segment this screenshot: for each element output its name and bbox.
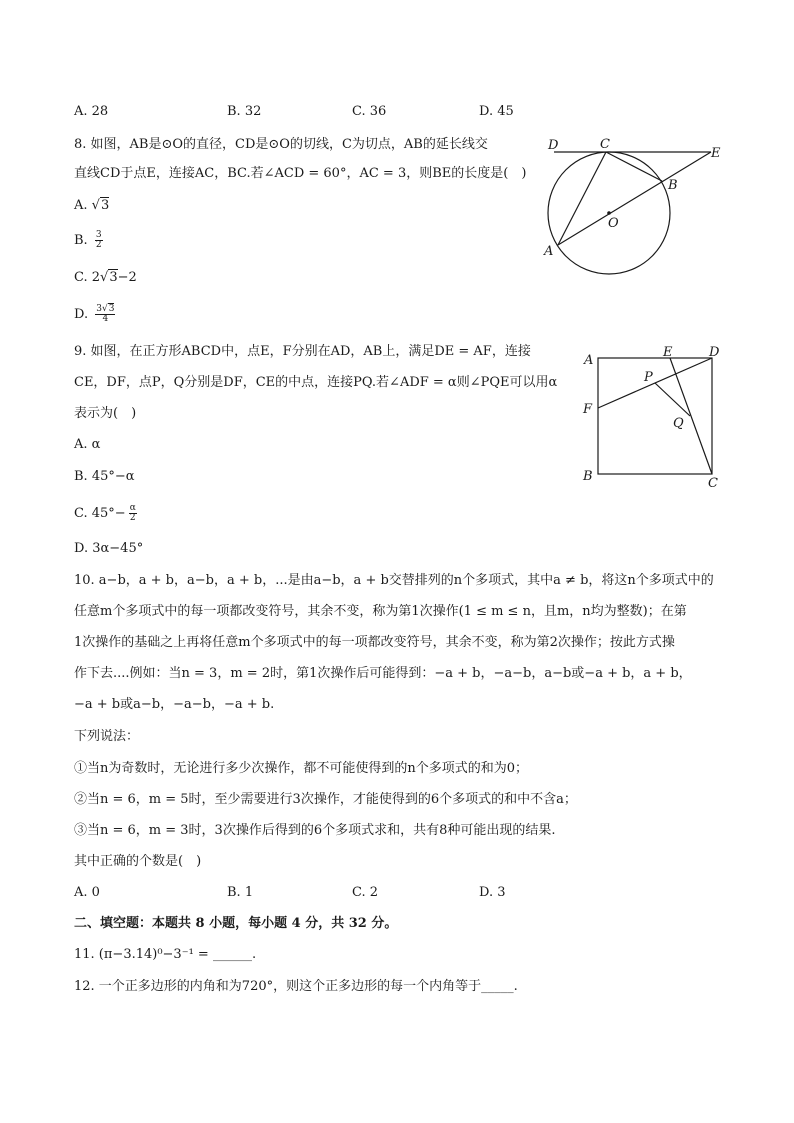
q9-square-figure [578, 342, 728, 492]
q8-option-a: A. √3 [74, 198, 110, 213]
label-c: C [708, 476, 718, 491]
q8-stem-line1: 8. 如图，AB是⊙O的直径，CD是⊙O的切线，C为切点，AB的延长线交 [74, 137, 488, 152]
center-point-o [607, 211, 611, 215]
q7-option-b: B. 32 [227, 104, 262, 119]
q9-stem-line3: 表示为( ) [74, 406, 137, 421]
chord-bc [606, 152, 662, 181]
label-e: E [711, 146, 721, 161]
q8-option-c: C. 2√3−2 [74, 270, 137, 285]
line-ae [558, 152, 711, 245]
label-p: P [644, 370, 653, 385]
label-d: D [548, 138, 559, 153]
q8-option-b: B. $\frac{3}{2}$ [74, 230, 102, 250]
q9-stem-line2: CE，DF，点P，Q分别是DF，CE的中点，连接PQ.若∠ADF = α则∠PQE可以用α [74, 375, 558, 390]
q10-line1: 10. a−b，a + b，a−b，a + b，...是由a−b，a + b交替排列的n个多项式，其中a ≠ b，将这n个多项式中的 [74, 573, 714, 588]
q7-option-a: A. 28 [74, 104, 109, 119]
q10-option-c: C. 2 [352, 885, 379, 900]
q8-circle-figure [540, 135, 740, 285]
q10-statement-3: ③当n = 6，m = 3时，3次操作后得到的6个多项式求和，共有8种可能出现的结果. [74, 823, 556, 838]
section-2-heading: 二、填空题：本题共 8 小题，每小题 4 分，共 32 分。 [74, 916, 398, 931]
q10-line3: 1次操作的基础之上再将任意m个多项式中的每一项都改变符号，其余不变，称为第2次操作；按此方式操 [74, 635, 675, 650]
q10-line5: −a + b或a−b，−a−b，−a + b. [74, 697, 275, 712]
q9-option-a: A. α [74, 437, 101, 452]
q10-prompt: 其中正确的个数是( ) [74, 854, 202, 869]
q8-option-d: D. $\frac{3√3}{4}$ [74, 304, 115, 324]
q10-line6: 下列说法： [74, 729, 140, 744]
label-a: A [544, 244, 554, 259]
q10-statement-1: ①当n为奇数时，无论进行多少次操作，都不可能使得到的n个多项式的和为0； [74, 761, 529, 776]
square-abcd [598, 358, 712, 474]
q10-option-d: D. 3 [479, 885, 506, 900]
q9-option-b: B. 45°−α [74, 469, 135, 484]
q7-option-c: C. 36 [352, 104, 387, 119]
q9-option-c: C. 45°− $\frac{\alpha}{2}$ [74, 503, 136, 523]
label-a: A [584, 353, 594, 368]
label-c: C [600, 137, 610, 152]
q10-statement-2: ②当n = 6，m = 5时，至少需要进行3次操作，才能使得到的6个多项式的和中不含a； [74, 792, 577, 807]
q9-option-d: D. 3α−45° [74, 541, 144, 556]
label-d: D [709, 345, 720, 360]
label-b: B [668, 178, 678, 193]
label-e: E [663, 345, 673, 360]
q10-option-b: B. 1 [227, 885, 254, 900]
label-q: Q [673, 416, 684, 431]
q10-line4: 作下去....例如：当n = 3，m = 2时，第1次操作后可能得到：−a + b，−a−b，a−b或−a + b，a + b， [74, 666, 692, 681]
q9-stem-line1: 9. 如图，在正方形ABCD中，点E，F分别在AD，AB上，满足DE = AF，连接 [74, 344, 531, 359]
label-f: F [583, 402, 593, 417]
q10-line2: 任意m个多项式中的每一项都改变符号，其余不变，称为第1次操作(1 ≤ m ≤ n，且m，n均为整数)；在第 [74, 604, 687, 619]
q10-option-a: A. 0 [74, 885, 100, 900]
label-o: O [608, 216, 619, 231]
q7-option-d: D. 45 [479, 104, 514, 119]
label-b: B [583, 469, 593, 484]
q12: 12. 一个正多边形的内角和为720°，则这个正多边形的每一个内角等于_____. [74, 979, 518, 994]
q8-stem-line2: 直线CD于点E，连接AC，BC.若∠ACD = 60°，AC = 3，则BE的长度是( ) [74, 166, 527, 181]
q11: 11. (π−3.14)⁰−3⁻¹ = ______. [74, 947, 257, 962]
